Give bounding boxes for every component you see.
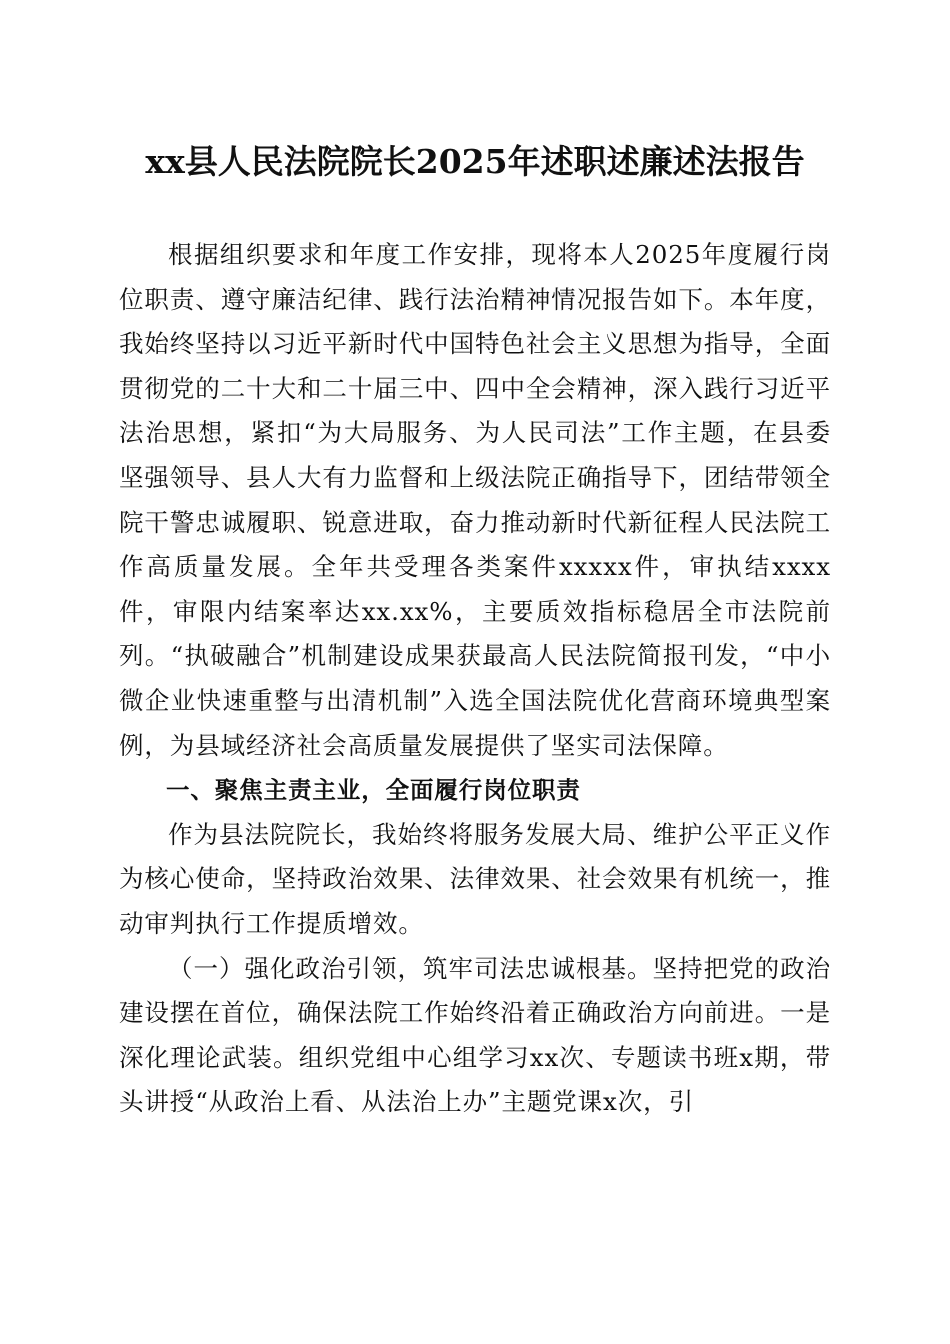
section-heading-1: 一、聚焦主责主业，全面履行岗位职责 <box>166 776 581 805</box>
intro-paragraph: 根据组织要求和年度工作安排，现将本人2025年度履行岗位职责、遵守廉洁纪律、践行法治精神情况报告如下。本年度，我始终坚持以习近平新时代中国特色社会主义思想为指导，全面贯彻党的二十大和二十届三中、四中全会精神，深入践行习近平法治思想，紧扣“为大局服务、为人民司法”工作主题，在县委坚强领导、县人大有力监督和上级法院正确指导下，团结带领全院干警忠诚履职、锐意进取，奋力推动新时代新征程人民法院工作高质量发展。全年共受理各类案件xxxxx件，审执结xxxx件，审限内结案率达xx.xx%，主要质效指标稳居全市法院前列。“执破融合”机制建设成果获最高人民法院简报刊发，“中小微企业快速重整与出清机制”入选全国法院优化营商环境典型案例，为县域经济社会高质量发展提供了坚实司法保障。 <box>119 240 831 760</box>
document-body <box>119 233 831 1125</box>
section-1-paragraph: 作为县法院院长，我始终将服务发展大局、维护公平正义作为核心使命，坚持政治效果、法律效果、社会效果有机统一，推动审判执行工作提质增效。 <box>119 819 831 938</box>
subsection-1-paragraph <box>119 947 831 1125</box>
subsection-1-text: 坚持把党的政治建设摆在首位，确保法院工作始终沿着正确政治方向前进。一是深化理论武装。组织党组中心组学习xx次、专题读书班x期，带头讲授“从政治上看、从法治上办”主题党课x次，引 <box>119 953 831 1117</box>
subsection-1-lead: （一）强化政治引领，筑牢司法忠诚根基。 <box>168 953 653 983</box>
document-title: xx县人民法院院长2025年述职述廉述法报告 <box>145 142 805 181</box>
